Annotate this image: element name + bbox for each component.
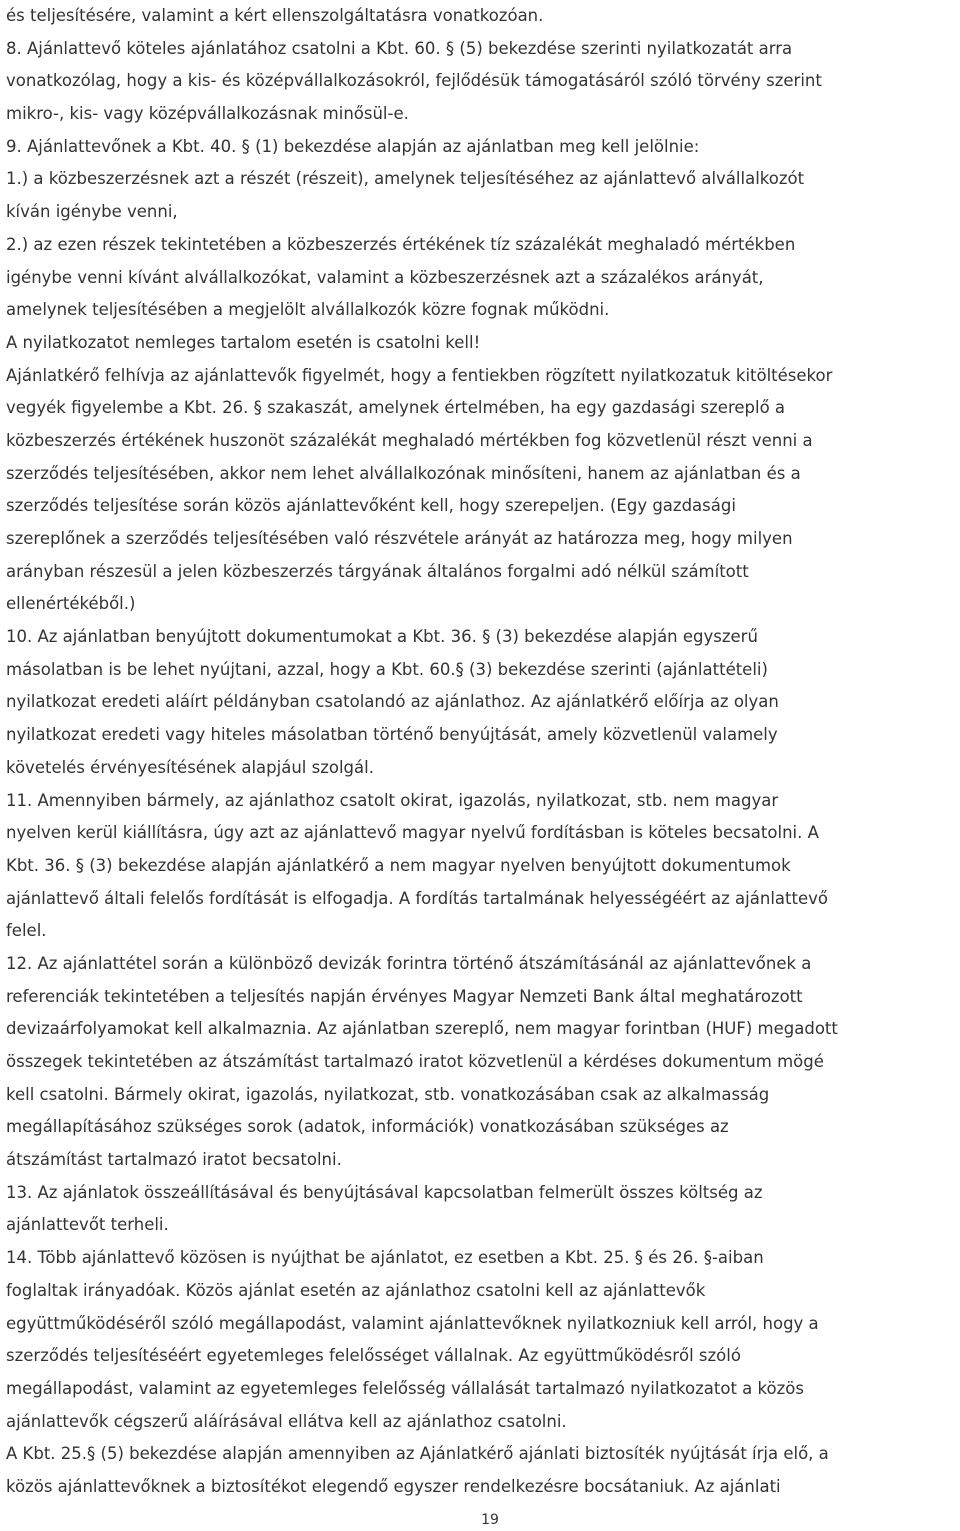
text-line: 8. Ajánlattevő köteles ajánlatához csatolni a Kbt. 60. § (5) bekezdése szerinti nyilatkozatát arra (6, 38, 793, 58)
text-line: szerződés teljesítése során közös ajánlattevőként kell, hogy szerepeljen. (Egy gazdasági (6, 496, 736, 516)
text-line: 1.) a közbeszerzésnek azt a részét (részeit), amelynek teljesítéséhez az ajánlattevő alvállalkozót (6, 169, 805, 189)
text-line: közbeszerzés értékének huszonöt százalékát meghaladó mértékben fog közvetlenül részt venni a (6, 430, 813, 450)
text-line: A nyilatkozatot nemleges tartalom esetén is csatolni kell! (6, 332, 481, 352)
text-line: átszámítást tartalmazó iratot becsatolni. (6, 1150, 342, 1170)
text-line: vegyék figyelembe a Kbt. 26. § szakaszát, amelynek értelmében, ha egy gazdasági szereplő a (6, 398, 786, 418)
text-line: foglaltak irányadóak. Közös ajánlat esetén az ajánlathoz csatolni kell az ajánlattevők (6, 1280, 706, 1300)
text-line: igénybe venni kívánt alvállalkozókat, valamint a közbeszerzésnek azt a százalékos arányát, (6, 267, 764, 287)
document-body (6, 0, 956, 1504)
text-line: megállapításához szükséges sorok (adatok, információk) vonatkozásában szükséges az (6, 1117, 729, 1137)
text-line: nyilatkozat eredeti aláírt példányban csatolandó az ajánlathoz. Az ajánlatkérő előírja az olyan (6, 692, 779, 712)
text-line: szerződés teljesítéséért egyetemleges felelősséget vállalnak. Az együttműködésről szóló (6, 1346, 741, 1366)
text-line: 9. Ajánlattevőnek a Kbt. 40. § (1) bekezdése alapján az ajánlatban meg kell jelölnie: (6, 136, 700, 156)
text-line: arányban részesül a jelen közbeszerzés tárgyának általános forgalmi adó nélkül számított (6, 561, 749, 581)
text-line: szereplőnek a szerződés teljesítésében való részvétele arányát az határozza meg, hogy milyen (6, 529, 793, 548)
text-line: nyilatkozat eredeti vagy hiteles másolatban történő benyújtását, amely közvetlenül valamely (6, 725, 778, 745)
text-line: 14. Több ajánlattevő közösen is nyújthat be ajánlatot, ez esetben a Kbt. 25. § és 26. §-aiban (6, 1248, 764, 1268)
text-line: ajánlattevőt terheli. (6, 1215, 169, 1235)
text-line: megállapodást, valamint az egyetemleges felelősség vállalását tartalmazó nyilatkozatot a közös (6, 1378, 804, 1398)
text-line: amelynek teljesítésében a megjelölt alvállalkozók közre fognak működni. (6, 300, 610, 320)
text-line: nyelven kerül kiállításra, úgy azt az ajánlattevő magyar nyelvű fordításban is köteles becsatolni. A (6, 823, 819, 843)
text-line: felel. (6, 921, 47, 941)
text-line: ellenértékéből.) (6, 594, 136, 614)
text-line: referenciák tekintetében a teljesítés napján érvényes Magyar Nemzeti Bank által meghatározott (6, 986, 803, 1006)
text-line: Kbt. 36. § (3) bekezdése alapján ajánlatkérő a nem magyar nyelven benyújtott dokumentumok (6, 855, 791, 875)
text-line: 13. Az ajánlatok összeállításával és benyújtásával kapcsolatban felmerült összes költség az (6, 1182, 763, 1202)
text-line: szerződés teljesítésében, akkor nem lehet alvállalkozónak minősíteni, hanem az ajánlatban és a (6, 463, 801, 483)
text-line: követelés érvényesítésének alapjául szolgál. (6, 757, 374, 777)
text-line: együttműködéséről szóló megállapodást, valamint ajánlattevőknek nyilatkozniuk kell arról, hogy a (6, 1313, 819, 1333)
text-line: devizaárfolyamokat kell alkalmaznia. Az ajánlatban szereplő, nem magyar forintban (HUF) megadott (6, 1019, 838, 1039)
text-line: és teljesítésére, valamint a kért ellenszolgáltatásra vonatkozóan. (6, 6, 544, 25)
text-line: ajánlattevők cégszerű aláírásával ellátva kell az ajánlathoz csatolni. (6, 1411, 567, 1431)
text-line: 11. Amennyiben bármely, az ajánlathoz csatolt okirat, igazolás, nyilatkozat, stb. nem magyar (6, 790, 779, 810)
text-line: kell csatolni. Bármely okirat, igazolás, nyilatkozat, stb. vonatkozásában csak az alkalmasság (6, 1084, 770, 1104)
text-line: 2.) az ezen részek tekintetében a közbeszerzés értékének tíz százalékát meghaladó mértékben (6, 234, 796, 254)
text-line: közös ajánlattevőknek a biztosítékot elegendő egyszer rendelkezésre bocsátaniuk. Az ajánlati (6, 1476, 781, 1496)
text-line: mikro-, kis- vagy középvállalkozásnak minősül-e. (6, 104, 409, 124)
text-line: A Kbt. 25.§ (5) bekezdése alapján amennyiben az Ajánlatkérő ajánlati biztosíték nyújtását írja elő, a (6, 1444, 829, 1464)
text-line: ajánlattevő általi felelős fordítását is elfogadja. A fordítás tartalmának helyességéért az ajánlattevő (6, 888, 828, 908)
text-line: összegek tekintetében az átszámítást tartalmazó iratot közvetlenül a kérdéses dokumentum mögé (6, 1052, 824, 1071)
text-line: 12. Az ajánlattétel során a különböző devizák forintra történő átszámításánál az ajánlattevőnek a (6, 953, 812, 973)
text-line: vonatkozólag, hogy a kis- és középvállalkozásokról, fejlődésük támogatásáról szóló törvény szerint (6, 71, 822, 91)
text-line: 10. Az ajánlatban benyújtott dokumentumokat a Kbt. 36. § (3) bekezdése alapján egyszerű (6, 627, 758, 647)
text-line: kíván igénybe venni, (6, 202, 178, 222)
text-line: Ajánlatkérő felhívja az ajánlattevők figyelmét, hogy a fentiekben rögzített nyilatkozatuk kitöltésekor (6, 365, 833, 385)
text-line: másolatban is be lehet nyújtani, azzal, hogy a Kbt. 60.§ (3) bekezdése szerinti (ajánlattételi) (6, 659, 768, 679)
page-number: 19 (481, 1512, 499, 1528)
